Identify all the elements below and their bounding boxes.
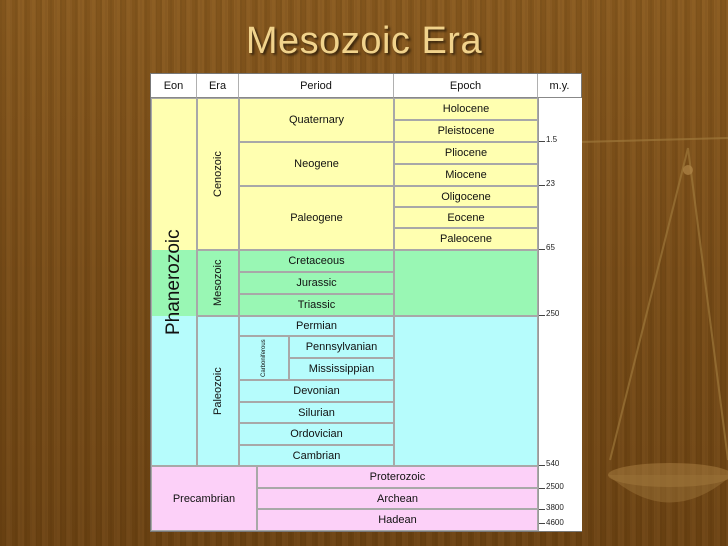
header-era: Era: [197, 74, 239, 98]
tick-2500: [539, 488, 545, 489]
period-cambrian: Cambrian: [239, 445, 394, 466]
my-scale-column: [538, 98, 582, 531]
period-jurassic: Jurassic: [239, 272, 394, 294]
header-epoch: Epoch: [394, 74, 538, 98]
era-paleozoic: Paleozoic: [197, 316, 239, 466]
tick-4600: [539, 523, 545, 524]
balance-scale-decoration: [580, 130, 728, 546]
era-mesozoic: Mesozoic: [197, 250, 239, 316]
epoch-miocene: Miocene: [394, 164, 538, 186]
period-quaternary: Quaternary: [239, 98, 394, 142]
period-neogene: Neogene: [239, 142, 394, 186]
age-3800: 3800: [546, 503, 564, 512]
tick-23: [539, 185, 545, 186]
eon-phanerozoic: Phanerozoic: [163, 229, 184, 335]
slide-title: Mesozoic Era: [245, 20, 483, 62]
period-permian: Permian: [239, 316, 394, 336]
period-devonian: Devonian: [239, 380, 394, 402]
period-cretaceous: Cretaceous: [239, 250, 394, 272]
age-65: 65: [546, 243, 555, 252]
age-23: 23: [546, 179, 555, 188]
geologic-time-table: [150, 73, 582, 532]
eon-precambrian: Precambrian: [151, 466, 257, 531]
period-hadean: Hadean: [257, 509, 538, 531]
period-archean: Archean: [257, 488, 538, 509]
epoch-pliocene: Pliocene: [394, 142, 538, 164]
age-1-5: 1.5: [546, 135, 558, 144]
age-4600: 4600: [546, 518, 564, 527]
epoch-eocene: Eocene: [394, 207, 538, 228]
header-eon: Eon: [151, 74, 197, 98]
period-triassic: Triassic: [239, 294, 394, 316]
period-proterozoic: Proterozoic: [257, 466, 538, 488]
epoch-pleistocene: Pleistocene: [394, 120, 538, 142]
period-pennsylvanian: Pennsylvanian: [289, 336, 394, 358]
period-ordovician: Ordovician: [239, 423, 394, 445]
epoch-blank-mesozoic: [394, 250, 538, 316]
epoch-blank-paleozoic: [394, 316, 538, 466]
tick-540: [539, 465, 545, 466]
header-my: m.y.: [538, 74, 581, 98]
tick-1-5: [539, 141, 545, 142]
tick-250: [539, 315, 545, 316]
epoch-holocene: Holocene: [394, 98, 538, 120]
period-carboniferous: Carboniferous: [239, 336, 289, 380]
tick-65: [539, 249, 545, 250]
tick-3800: [539, 509, 545, 510]
period-mississippian: Mississippian: [289, 358, 394, 380]
epoch-paleocene: Paleocene: [394, 228, 538, 250]
epoch-oligocene: Oligocene: [394, 186, 538, 207]
age-250: 250: [546, 309, 560, 318]
header-period: Period: [239, 74, 394, 98]
age-540: 540: [546, 459, 560, 468]
period-silurian: Silurian: [239, 402, 394, 423]
age-2500: 2500: [546, 482, 564, 491]
period-paleogene: Paleogene: [239, 186, 394, 250]
era-cenozoic: Cenozoic: [197, 98, 239, 250]
